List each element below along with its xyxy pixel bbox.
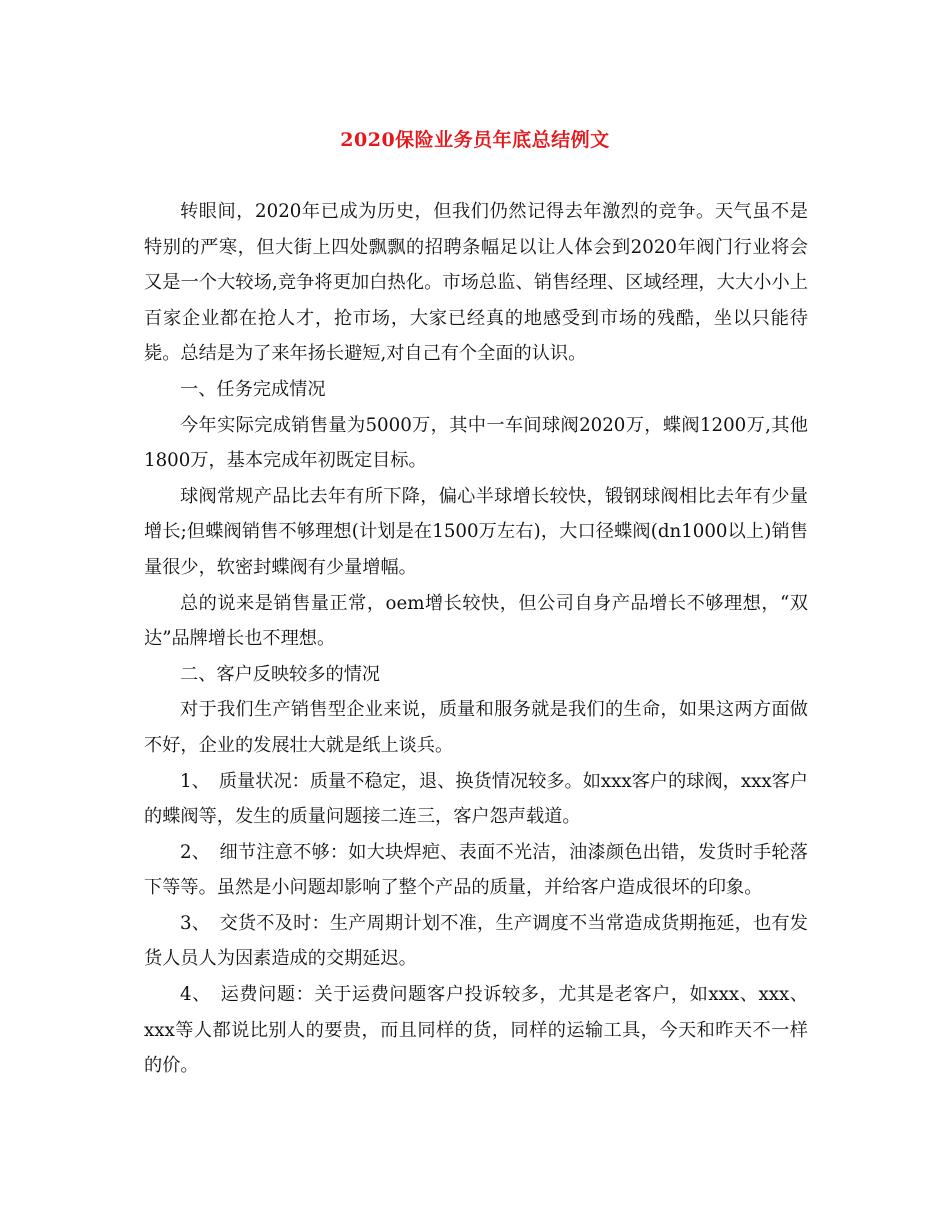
list-item-freight: 4、 运费问题：关于运费问题客户投诉较多，尤其是老客户，如xxx、xxx、xxx等人都说比别人的要贵，而且同样的货，同样的运输工具，今天和昨天不一样的价。	[144, 984, 808, 1077]
paragraph-sales-total: 今年实际完成销售量为5000万，其中一车间球阀2020万，蝶阀1200万,其他1800万，基本完成年初既定目标。	[144, 414, 808, 472]
paragraph-summary: 总的说来是销售量正常，oem增长较快，但公司自身产品增长不够理想，“双达”品牌增长也不理想。	[144, 592, 808, 650]
list-item-quality: 1、 质量状况：质量不稳定，退、换货情况较多。如xxx客户的球阀，xxx客户的蝶阀等，发生的质量问题接二连三，客户怨声载道。	[144, 770, 808, 828]
paragraph-product-analysis: 球阀常规产品比去年有所下降，偏心半球增长较快，锻钢球阀相比去年有少量增长;但蝶阀销售不够理想(计划是在1500万左右)，大口径蝶阀(dn1000以上)销售量很少，软密封蝶阀有少量增幅。	[144, 485, 808, 578]
document-title: 2020保险业务员年底总结例文	[340, 129, 610, 151]
list-item-delivery: 3、 交货不及时：生产周期计划不准，生产调度不当常造成货期拖延，也有发货人员人为因素造成的交期延迟。	[144, 912, 808, 970]
paragraph-intro: 转眼间，2020年已成为历史，但我们仍然记得去年激烈的竞争。天气虽不是特别的严寒，但大街上四处飘飘的招聘条幅足以让人体会到2020年阀门行业将会又是一个大较场,竞争将更加白热化。市场总监、销售经理、区域经理，大大小小上百家企业都在抢人才，抢市场，大家已经真的地感受到市场的残酷，坐以只能待毙。总结是为了来年扬长避短,对自己有个全面的认识。	[144, 201, 808, 365]
list-item-details: 2、 细节注意不够：如大块焊疤、表面不光洁，油漆颜色出错，发货时手轮落下等等。虽然是小问题却影响了整个产品的质量，并给客户造成很坏的印象。	[144, 841, 808, 899]
section-heading-2: 二、客户反映较多的情况	[180, 663, 381, 685]
paragraph-quality-service: 对于我们生产销售型企业来说，质量和服务就是我们的生命，如果这两方面做不好，企业的发展壮大就是纸上谈兵。	[144, 699, 808, 756]
document-body	[144, 194, 808, 1084]
section-heading-1: 一、任务完成情况	[180, 378, 326, 400]
